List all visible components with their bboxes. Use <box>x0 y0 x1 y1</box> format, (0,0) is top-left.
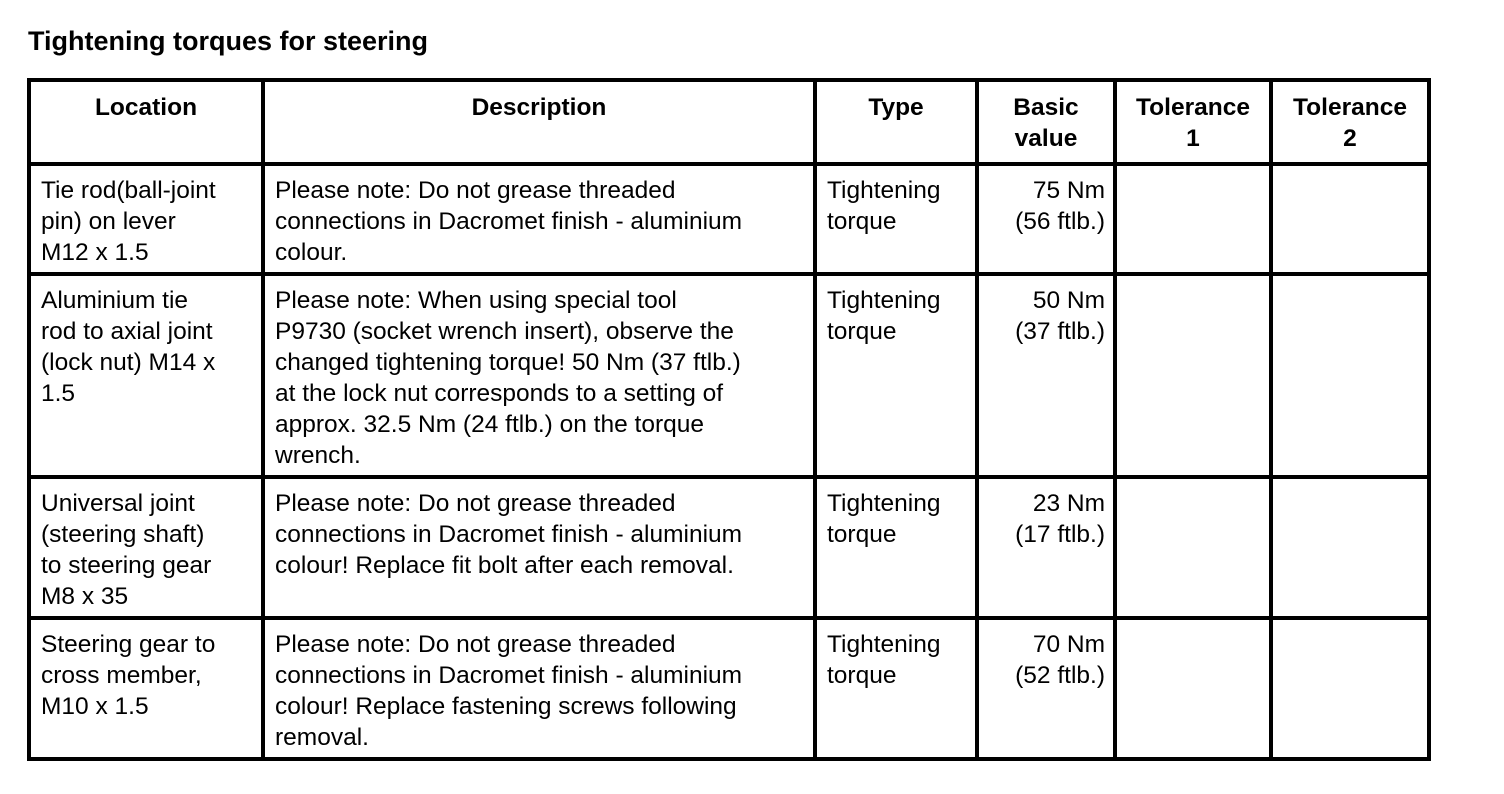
cell-tolerance-1 <box>1115 274 1271 477</box>
cell-tolerance-2 <box>1271 274 1429 477</box>
cell-tolerance-1 <box>1115 618 1271 759</box>
table-header-row <box>29 80 1429 164</box>
header-tolerance-2: Tolerance 2 <box>1271 80 1429 164</box>
cell-basic-value: 23 Nm (17 ftlb.) <box>977 477 1115 618</box>
document-title: Tightening torques for steering <box>28 26 429 56</box>
header-basic-value: Basic value <box>977 80 1115 164</box>
cell-type: Tightening torque <box>815 274 977 477</box>
header-type: Type <box>815 80 977 164</box>
cell-location: Universal joint (steering shaft) to steering gear M8 x 35 <box>29 477 263 618</box>
cell-basic-value: 70 Nm (52 ftlb.) <box>977 618 1115 759</box>
cell-location: Tie rod(ball-joint pin) on lever M12 x 1.5 <box>29 164 263 274</box>
cell-tolerance-1 <box>1115 164 1271 274</box>
header-tolerance-1: Tolerance 1 <box>1115 80 1271 164</box>
cell-description: Please note: Do not grease threaded connections in Dacromet finish - aluminium colour! Replace fit bolt after each removal. <box>263 477 815 618</box>
header-location: Location <box>29 80 263 164</box>
cell-type: Tightening torque <box>815 618 977 759</box>
header-description: Description <box>263 80 815 164</box>
cell-tolerance-1 <box>1115 477 1271 618</box>
cell-description: Please note: Do not grease threaded connections in Dacromet finish - aluminium colour. <box>263 164 815 274</box>
cell-location: Steering gear to cross member, M10 x 1.5 <box>29 618 263 759</box>
cell-type: Tightening torque <box>815 164 977 274</box>
table-row <box>29 477 1429 618</box>
cell-tolerance-2 <box>1271 618 1429 759</box>
table-row <box>29 618 1429 759</box>
cell-description: Please note: When using special tool P9730 (socket wrench insert), observe the changed tightening torque! 50 Nm (37 ftlb.) at the lock nut corresponds to a setting of approx. 32.5 Nm (24 ftlb.) on the torque wrench. <box>263 274 815 477</box>
cell-tolerance-2 <box>1271 164 1429 274</box>
cell-tolerance-2 <box>1271 477 1429 618</box>
torque-table <box>27 78 1431 761</box>
cell-location: Aluminium tie rod to axial joint (lock nut) M14 x 1.5 <box>29 274 263 477</box>
cell-basic-value: 50 Nm (37 ftlb.) <box>977 274 1115 477</box>
cell-basic-value: 75 Nm (56 ftlb.) <box>977 164 1115 274</box>
table-row <box>29 164 1429 274</box>
cell-description: Please note: Do not grease threaded connections in Dacromet finish - aluminium colour! Replace fastening screws following removal. <box>263 618 815 759</box>
cell-type: Tightening torque <box>815 477 977 618</box>
table-row <box>29 274 1429 477</box>
